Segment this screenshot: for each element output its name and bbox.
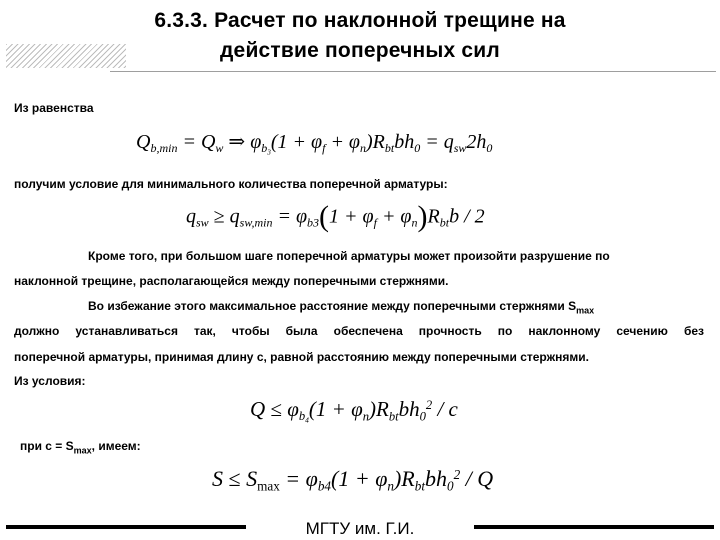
footer-label: МГТУ им. Г.И. <box>305 519 415 538</box>
slide-title <box>110 6 610 66</box>
formula-shear-condition: $Q \le \varphi_{b_4}(1 + \varphi_n)R_{bt}bh_0^2 / c$ <box>250 397 458 426</box>
title-underline <box>110 71 716 72</box>
footer-bar-right <box>474 525 714 529</box>
title-line-2: действие поперечных сил <box>220 39 500 62</box>
paragraph-1-line-2: наклонной трещине, располагающейся между поперечными стержнями. <box>14 274 449 288</box>
intro-text: Из равенства <box>14 101 94 115</box>
footer-bar-left <box>6 525 246 529</box>
title-line-1: 6.3.3. Расчет по наклонной трещине на <box>154 9 566 32</box>
paragraph-1-line-1: Кроме того, при большом шаге поперечной арматуры может произойти разрушение по <box>88 249 610 263</box>
paragraph-2-line-1: Во избежание этого максимальное расстояние между поперечными стержнями $S_{max}$ <box>88 299 595 316</box>
title-hatch-decoration <box>6 44 126 68</box>
paragraph-2-line-3: поперечной арматуры, принимая длину с, равной расстоянию между поперечными стержнями. <box>14 350 589 364</box>
formula-min-reinforcement: $q_{sw} \ge q_{sw,min} = \varphi_{b3}(1 + \varphi_f + \varphi_n)R_{bt}b / 2$ <box>186 200 485 233</box>
c-equals-smax-text: при $с = S_{max}$, имеем: <box>20 439 141 456</box>
paragraph-2-line-2: должно устанавливаться так, чтобы была обеспечена прочность по наклонному сечению без <box>14 324 704 338</box>
from-condition-text: Из условия: <box>14 374 86 388</box>
formula-smax: $S \le S_{max} = \varphi_{b4}(1 + \varphi_n)R_{bt}bh_0^2 / Q$ <box>212 466 494 494</box>
formula-equality: $Q_{b,min} = Q_w$ ⇒ $\varphi_{b_3}(1 + \varphi_f + \varphi_n)R_{bt}bh_0 = q_{sw}2h_0$ <box>136 131 493 157</box>
condition-text: получим условие для минимального количества поперечной арматуры: <box>14 177 448 191</box>
